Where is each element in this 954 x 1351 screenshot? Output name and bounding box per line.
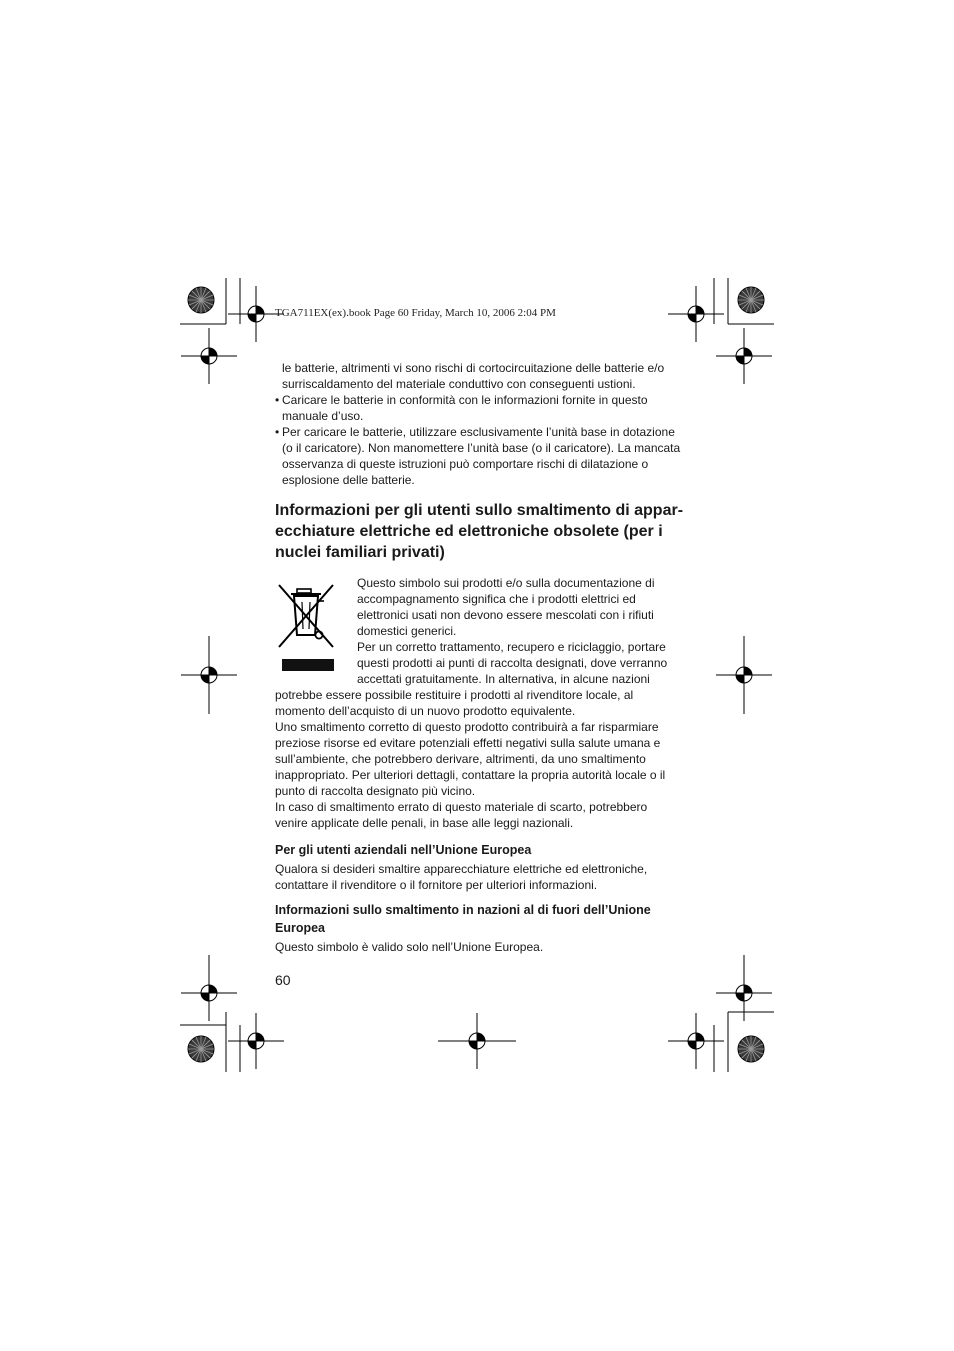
registration-mark: [716, 328, 772, 384]
bullet-marker: •: [275, 425, 280, 439]
bullet-item: • Caricare le batterie in conformità con le informazioni fornite in questo manuale d’uso.: [275, 393, 648, 423]
registration-mark: [668, 286, 724, 342]
page-number: 60: [275, 972, 291, 988]
weee-paragraph: Questo simbolo sui prodotti e/o sulla documentazione di accompagnamento significa che i prodotti elettrici ed elettronici usati non devono essere mescolati con i rifiuti domestici generici. Per un corretto trattamento, recupero e riciclaggio, portare questi prodotti ai punti di raccolta designati, dove verranno accettati gratuitamente. In alternativa, in alcune nazioni potrebbe essere possibile restituire i prodotti al rivenditore locale, al momento dell’acquisto di un nuovo prodotto equivalente. Uno smaltimento corretto di questo prodotto contribuirà a far risparmiare preziose risorse ed evitare potenziali effetti negativi sulla salute umana e sull’ambiente, che potrebbero derivare, altrimenti, da uno smaltimento inappropriato. Per ulteriori dettagli, contattare la propria autorità locale o il punto di raccolta designato più vicino. In caso di smaltimento errato di questo materiale di scarto, potrebbero venire applicate delle penali, in base alle leggi nazionali.: [275, 576, 668, 830]
outside-eu-heading: Informazioni sullo smaltimento in nazioni al di fuori dell’Unione Europea: [275, 903, 651, 935]
star-target-bottom-right: [738, 1036, 764, 1062]
business-users-text: Qualora si desideri smaltire apparecchiature elettriche ed elettroniche, contattare il rivenditore o il fornitore per ulteriori informazioni.: [275, 862, 648, 892]
page-content: [275, 360, 685, 955]
bullet-marker: •: [275, 393, 280, 407]
bullet-item: • Per caricare le batterie, utilizzare esclusivamente l’unità base in dotazione (o il caricatore). Non manomettere l’unità base (o il caricatore). La mancata osservanza di queste istruzioni può comportare rischi di dilatazione o esplosione delle batterie.: [275, 425, 681, 487]
business-users-heading: Per gli utenti aziendali nell’Unione Europea: [275, 843, 532, 857]
star-target-bottom-left: [188, 1036, 214, 1062]
crossed-out-wheeled-bin-icon: [275, 579, 345, 675]
continued-text: le batterie, altrimenti vi sono rischi di cortocircuitazione delle batterie e/o surriscaldamento del materiale conduttivo con conseguenti ustioni.: [282, 361, 665, 391]
registration-mark: [228, 1013, 284, 1069]
outside-eu-text: Questo simbolo è valido solo nell’Unione Europea.: [275, 940, 544, 954]
print-file-info: TGA711EX(ex).book Page 60 Friday, March 10, 2006 2:04 PM: [275, 307, 556, 319]
star-target-top-right: [738, 287, 764, 313]
registration-mark: [668, 1013, 724, 1069]
star-target-top-left: [188, 287, 214, 313]
section-heading: Informazioni per gli utenti sullo smaltimento di appar- ecchiature elettriche ed elettroniche obsolete (per i nuclei familiari privati): [275, 502, 684, 561]
registration-mark: [181, 328, 237, 384]
